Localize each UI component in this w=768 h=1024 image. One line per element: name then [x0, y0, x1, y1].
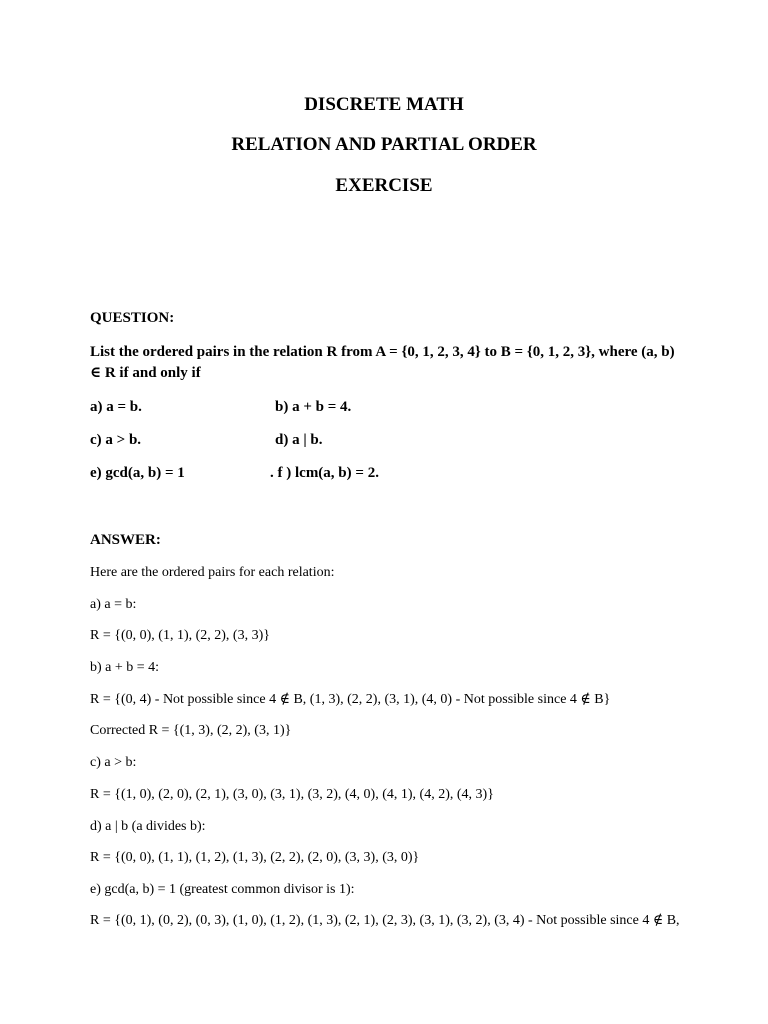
document-section-title: EXERCISE	[335, 175, 433, 196]
answer-part-e-heading: e) gcd(a, b) = 1 (greatest common divisor is 1):	[90, 882, 355, 897]
answer-part-a-result: R = {(0, 0), (1, 1), (2, 2), (3, 3)}	[90, 628, 270, 643]
answer-part-c-result: R = {(1, 0), (2, 0), (2, 1), (3, 0), (3, 1), (3, 2), (4, 0), (4, 1), (4, 2), (4, 3)}	[90, 787, 494, 802]
answer-label: ANSWER:	[90, 532, 161, 548]
answer-part-a-heading: a) a = b:	[90, 597, 137, 612]
question-option-c: c) a > b.	[90, 432, 142, 448]
answer-part-e-result: R = {(0, 1), (0, 2), (0, 3), (1, 0), (1, 2), (1, 3), (2, 1), (2, 3), (3, 1), (3, 2), (3, 4) - Not possible since 4 ∉ B,	[90, 913, 680, 928]
question-option-f: . f ) lcm(a, b) = 2.	[270, 465, 379, 481]
question-option-e: e) gcd(a, b) = 1	[90, 465, 185, 481]
answer-part-d-heading: d) a | b (a divides b):	[90, 819, 206, 834]
answer-part-c-heading: c) a > b:	[90, 755, 137, 770]
question-text: List the ordered pairs in the relation R from A = {0, 1, 2, 3, 4} to B = {0, 1, 2, 3}, where (a, b) ∈ R if and only if	[90, 344, 675, 381]
answer-part-b-corrected: Corrected R = {(1, 3), (2, 2), (3, 1)}	[90, 723, 292, 738]
document-title: DISCRETE MATH	[304, 94, 464, 115]
answer-intro: Here are the ordered pairs for each relation:	[90, 565, 335, 580]
question-label: QUESTION:	[90, 310, 175, 326]
document-subtitle: RELATION AND PARTIAL ORDER	[231, 134, 537, 155]
answer-part-b-heading: b) a + b = 4:	[90, 660, 160, 675]
question-option-b: b) a + b = 4.	[275, 399, 352, 415]
answer-part-d-result: R = {(0, 0), (1, 1), (1, 2), (1, 3), (2, 2), (2, 0), (3, 3), (3, 0)}	[90, 850, 420, 865]
answer-part-b-result: R = {(0, 4) - Not possible since 4 ∉ B, (1, 3), (2, 2), (3, 1), (4, 0) - Not possible since 4 ∉ B}	[90, 692, 611, 707]
question-option-a: a) a = b.	[90, 399, 142, 415]
question-option-d: d) a | b.	[275, 432, 323, 448]
